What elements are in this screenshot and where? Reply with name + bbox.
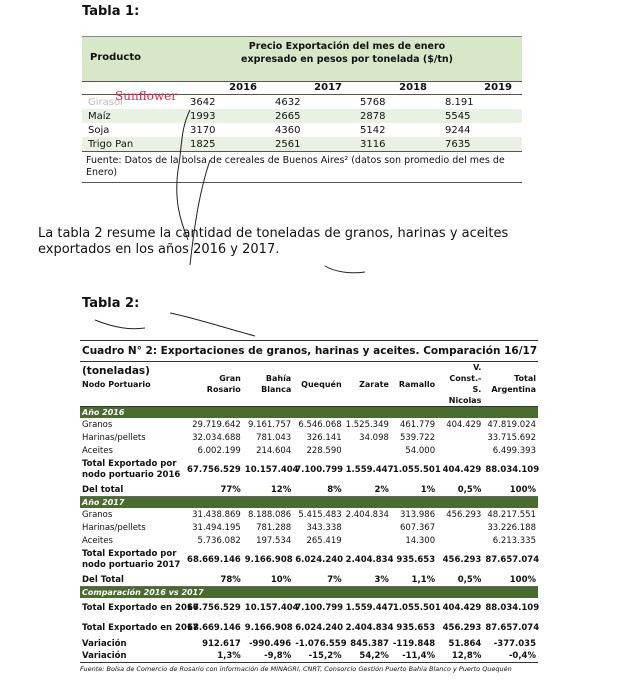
tabla1-row bbox=[82, 123, 522, 137]
value-cell: 0,5% bbox=[437, 573, 483, 587]
value-cell: 1.525.349 bbox=[345, 419, 389, 430]
value-cell: 1.559.447 bbox=[345, 603, 394, 613]
value-cell: 100% bbox=[483, 483, 538, 497]
value-cell: -0,4% bbox=[508, 651, 536, 661]
value-cell: 781.043 bbox=[256, 432, 292, 443]
value-cell: 607.367 bbox=[399, 522, 436, 533]
value-cell: 6.002.199 bbox=[197, 445, 241, 456]
value-cell: 7% bbox=[293, 573, 343, 587]
value-cell: 5.736.082 bbox=[197, 535, 241, 546]
price-cell: 3642 bbox=[190, 96, 216, 108]
value-cell: 9.161.757 bbox=[247, 419, 292, 430]
value-cell: 6.213.335 bbox=[492, 535, 536, 546]
value-cell: 2.404.834 bbox=[345, 554, 394, 565]
price-cell: 5545 bbox=[445, 110, 471, 122]
column-header: Ramallo bbox=[398, 379, 436, 389]
precio-title: Precio Exportación del mes de enero expresado en pesos por tonelada ($/tn) bbox=[241, 41, 453, 65]
value-cell: 912.617 bbox=[202, 639, 241, 649]
value-cell: 404.429 bbox=[442, 464, 482, 475]
price-cell: 3170 bbox=[190, 124, 216, 136]
comparison-row bbox=[80, 598, 538, 618]
value-cell: 9.166.908 bbox=[244, 554, 293, 565]
value-cell: 0,5% bbox=[437, 483, 483, 497]
value-cell: 6.024.240 bbox=[295, 554, 344, 565]
value-cell: 6.499.393 bbox=[492, 445, 536, 456]
value-cell: 2.404.834 bbox=[345, 509, 389, 520]
value-cell: 7.100.799 bbox=[295, 603, 344, 613]
year-col: 2017 bbox=[314, 82, 342, 93]
price-cell: 5768 bbox=[360, 96, 386, 108]
value-cell: 456.293 bbox=[442, 623, 482, 633]
price-cell: 2878 bbox=[360, 110, 386, 122]
product-name: Soja bbox=[88, 124, 110, 136]
value-cell: 2% bbox=[344, 483, 391, 497]
value-cell: 14.300 bbox=[405, 535, 436, 546]
value-cell: 67.756.529 bbox=[187, 603, 241, 613]
value-cell: 8% bbox=[293, 483, 343, 497]
value-cell: 3% bbox=[344, 573, 391, 587]
value-cell: 87.657.074 bbox=[485, 623, 540, 633]
value-cell: 1% bbox=[391, 483, 437, 497]
price-cell: 4360 bbox=[275, 124, 301, 136]
variation-row bbox=[80, 650, 538, 662]
value-cell: 845.387 bbox=[350, 639, 389, 649]
column-header: Total Argentina bbox=[491, 374, 536, 394]
row-label: Harinas/pellets bbox=[82, 432, 146, 443]
section-label: Año 2017 bbox=[80, 497, 538, 509]
section-label: Comparación 2016 vs 2017 bbox=[80, 587, 538, 599]
value-cell: -119.848 bbox=[392, 639, 436, 649]
price-cell: 1825 bbox=[190, 138, 216, 150]
table-row bbox=[80, 444, 538, 457]
tabla2-footer: Fuente: Bolsa de Comercio de Rosario con información de MINAGRI, CNRT, Consorcio Gestión Puerto Bahía Blanco y Puerto Quequén bbox=[80, 662, 538, 673]
column-header: V. Const.- S. Nicolas bbox=[448, 363, 482, 405]
section-header bbox=[80, 587, 538, 599]
share-row bbox=[80, 573, 538, 587]
value-cell: 7.100.799 bbox=[295, 464, 344, 475]
value-cell: 54.000 bbox=[405, 445, 436, 456]
value-cell: 456.293 bbox=[442, 554, 482, 565]
column-header: Zarate bbox=[359, 379, 389, 389]
value-cell: 265.419 bbox=[306, 535, 342, 546]
tabla1-source: Fuente: Datos de la bolsa de cereales de Buenos Aires² (datos son promedio del mes de Enero) bbox=[82, 151, 522, 183]
value-cell: 935.653 bbox=[396, 554, 436, 565]
tabla1-row bbox=[82, 109, 522, 123]
value-cell: 6.546.068 bbox=[298, 419, 342, 430]
year-col: 2019 bbox=[484, 82, 512, 93]
price-cell: 2561 bbox=[275, 138, 301, 150]
tabla1-heading: Tabla 1: bbox=[82, 4, 140, 19]
value-cell: 31.438.869 bbox=[192, 509, 241, 520]
row-label: Harinas/pellets bbox=[82, 522, 146, 533]
price-cell: 3116 bbox=[360, 138, 386, 150]
product-name: Trigo Pan bbox=[88, 138, 134, 150]
price-cell: 4632 bbox=[275, 96, 301, 108]
section-header bbox=[80, 407, 538, 419]
value-cell: 1.055.501 bbox=[392, 603, 441, 613]
value-cell: 48.217.551 bbox=[487, 509, 536, 520]
value-cell: 404.429 bbox=[446, 419, 482, 430]
value-cell: -1.076.559 bbox=[295, 639, 347, 649]
value-cell: 10.157.404 bbox=[244, 464, 299, 475]
row-label: Total Exportado en 2016 bbox=[82, 603, 199, 613]
value-cell: 8.188.086 bbox=[247, 509, 292, 520]
value-cell: 68.669.146 bbox=[187, 554, 241, 565]
row-label: Del total bbox=[80, 483, 185, 497]
row-label: Variación bbox=[82, 639, 127, 649]
value-cell: 1,1% bbox=[391, 573, 437, 587]
price-cell: 2665 bbox=[275, 110, 301, 122]
variation-row bbox=[80, 638, 538, 650]
value-cell: 6.024.240 bbox=[295, 623, 344, 633]
value-cell: -15,2% bbox=[308, 651, 342, 661]
value-cell: -11,4% bbox=[402, 651, 436, 661]
table-row bbox=[80, 534, 538, 547]
value-cell bbox=[344, 521, 391, 534]
comparison-row bbox=[80, 618, 538, 638]
row-label: Variación bbox=[82, 651, 127, 661]
paragraph-text: La tabla 2 resume la cantidad de toneladas de granos, harinas y aceites exportados en los años 2016 y 2017. bbox=[38, 226, 509, 257]
value-cell: 404.429 bbox=[442, 603, 482, 613]
value-cell bbox=[437, 444, 483, 457]
value-cell bbox=[437, 534, 483, 547]
value-cell: 88.034.109 bbox=[485, 464, 540, 475]
price-cell: 9244 bbox=[445, 124, 471, 136]
price-cell: 8.191 bbox=[445, 96, 474, 108]
value-cell: 33.226.188 bbox=[487, 522, 536, 533]
value-cell: 1.559.447 bbox=[345, 464, 394, 475]
row-label: Granos bbox=[82, 419, 113, 430]
value-cell: 78% bbox=[185, 573, 243, 587]
value-cell: 87.657.074 bbox=[485, 554, 540, 565]
price-cell: 7635 bbox=[445, 138, 471, 150]
value-cell: -377.035 bbox=[493, 639, 536, 649]
value-cell: 228.590 bbox=[306, 445, 342, 456]
value-cell bbox=[437, 431, 483, 444]
row-label: Aceites bbox=[82, 535, 113, 546]
tabla2-table bbox=[80, 362, 538, 662]
value-cell: 12,8% bbox=[451, 651, 482, 661]
value-cell: 214.604 bbox=[256, 445, 292, 456]
value-cell: 51.864 bbox=[448, 639, 482, 649]
section-label: Año 2016 bbox=[80, 407, 538, 419]
value-cell: 456.293 bbox=[446, 509, 482, 520]
value-cell: 32.034.688 bbox=[192, 432, 241, 443]
value-cell: 68.669.146 bbox=[187, 623, 241, 633]
value-cell: 5.415.483 bbox=[298, 509, 342, 520]
value-cell: 343.338 bbox=[306, 522, 342, 533]
tabla2-heading: Tabla 2: bbox=[82, 296, 140, 311]
value-cell: 539.722 bbox=[399, 432, 436, 443]
table-row bbox=[80, 418, 538, 431]
value-cell bbox=[437, 521, 483, 534]
share-row bbox=[80, 483, 538, 497]
value-cell: 461.779 bbox=[399, 419, 436, 430]
value-cell: 10% bbox=[243, 573, 293, 587]
tabla1-row bbox=[82, 137, 522, 151]
value-cell: -990.496 bbox=[248, 639, 292, 649]
total-row bbox=[80, 457, 538, 483]
value-cell: 2.404.834 bbox=[345, 623, 394, 633]
year-col: 2016 bbox=[229, 82, 257, 93]
value-cell: 54,2% bbox=[359, 651, 389, 661]
column-header: Gran Rosario bbox=[206, 374, 241, 394]
total-row bbox=[80, 547, 538, 573]
row-label: Granos bbox=[82, 509, 113, 520]
price-cell: 5142 bbox=[360, 124, 386, 136]
value-cell: 33.715.692 bbox=[487, 432, 536, 443]
section-header bbox=[80, 497, 538, 509]
producto-label: Producto bbox=[90, 52, 141, 63]
value-cell: 326.141 bbox=[306, 432, 342, 443]
value-cell: 10.157.404 bbox=[244, 603, 299, 613]
value-cell: 1.055.501 bbox=[392, 464, 441, 475]
product-name: Girasol bbox=[88, 96, 123, 108]
value-cell: 77% bbox=[185, 483, 243, 497]
value-cell: 313.986 bbox=[399, 509, 436, 520]
value-cell: 100% bbox=[483, 573, 538, 587]
row-label: Aceites bbox=[82, 445, 113, 456]
column-header: Quequén bbox=[301, 379, 342, 389]
sunflower-annotation: Sunflower bbox=[115, 89, 178, 103]
value-cell: 47.819.024 bbox=[487, 419, 536, 430]
value-cell: 88.034.109 bbox=[485, 603, 540, 613]
value-cell: 781.288 bbox=[256, 522, 292, 533]
value-cell: 1,3% bbox=[217, 651, 241, 661]
year-col: 2018 bbox=[399, 82, 427, 93]
table-row bbox=[80, 431, 538, 444]
table-row bbox=[80, 508, 538, 521]
value-cell: -9,8% bbox=[264, 651, 292, 661]
value-cell: 12% bbox=[243, 483, 293, 497]
table-row bbox=[80, 521, 538, 534]
tabla1-header bbox=[82, 36, 522, 81]
tabla1 bbox=[82, 36, 522, 183]
value-cell: 34.098 bbox=[359, 432, 389, 443]
row-label: Total Exportado por nodo portuario 2016 bbox=[82, 459, 181, 480]
value-cell bbox=[344, 444, 391, 457]
value-cell: 9.166.908 bbox=[244, 623, 293, 633]
value-cell: 31.494.195 bbox=[192, 522, 241, 533]
product-name: Maíz bbox=[88, 110, 111, 122]
column-header: Nodo Portuario bbox=[82, 379, 151, 389]
value-cell: 29.719.642 bbox=[192, 419, 241, 430]
tabla2 bbox=[80, 340, 538, 673]
value-cell: 67.756.529 bbox=[187, 464, 241, 475]
value-cell bbox=[344, 534, 391, 547]
value-cell: 935.653 bbox=[396, 623, 436, 633]
price-cell: 1993 bbox=[190, 110, 216, 122]
row-label: Total Exportado por nodo portuario 2017 bbox=[82, 549, 181, 570]
value-cell: 197.534 bbox=[256, 535, 292, 546]
row-label: Total Exportado en 2017 bbox=[82, 623, 199, 633]
tabla2-title: Cuadro N° 2: Exportaciones de granos, harinas y aceites. Comparación 16/17 (toneladas) bbox=[80, 340, 538, 362]
row-label: Del Total bbox=[80, 573, 185, 587]
column-header: Bahía Blanca bbox=[261, 374, 292, 394]
